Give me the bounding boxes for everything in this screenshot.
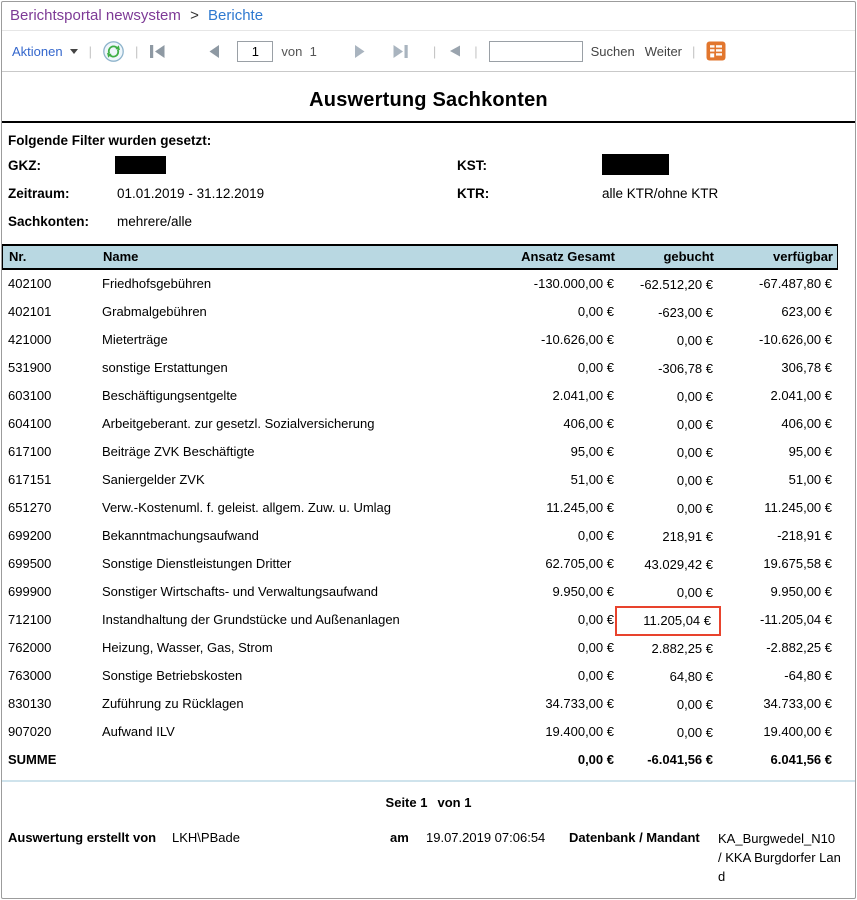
cell-name: Beschäftigungsentgelte [102,388,238,403]
cell-name: Bekanntmachungsaufwand [102,528,259,543]
database-mandant-label: Datenbank / Mandant [569,830,700,845]
cell-gebucht: 0,00 € [676,696,713,712]
first-page-icon [149,44,166,59]
filter-sachkonten-label: Sachkonten: [8,214,90,229]
created-at-value: 19.07.2019 07:06:54 [426,830,546,845]
cell-name: Zuführung zu Rücklagen [102,696,244,711]
cell-nr: 402101 [8,304,52,319]
cell-gebucht: 11.205,04 € [615,606,721,636]
cell-gebucht-wrap [614,578,713,607]
table-row [2,494,838,522]
table-summary-row [2,746,838,774]
report-footer [2,830,855,899]
cell-gebucht: 0,00 € [676,500,713,516]
cell-name: Verw.-Kostenuml. f. geleist. allgem. Zuw. u. Umlag [102,500,392,515]
filter-ktr-value: alle KTR/ohne KTR [602,186,719,201]
col-header-nr: Nr. [9,249,27,264]
cell-verfuegbar: 306,78 € [781,360,832,375]
cell-nr: 762000 [8,640,52,655]
cell-verfuegbar: 51,00 € [788,472,832,487]
cell-nr: 617100 [8,444,52,459]
last-page-icon [392,44,409,59]
cell-name: Sonstiger Wirtschafts- und Verwaltungsaufwand [102,584,379,599]
filter-zeitraum-value: 01.01.2019 - 31.12.2019 [117,186,265,201]
cell-gebucht: 2.882,25 € [651,640,713,656]
report-title: Auswertung Sachkonten [309,89,548,111]
cell-gebucht: 0,00 € [676,388,713,404]
cell-name: Beiträge ZVK Beschäftigte [102,444,255,459]
cell-ansatz: -130.000,00 € [533,276,614,291]
table-row [2,718,838,746]
toolbar-divider: | [692,43,696,59]
cell-nr: 604100 [8,416,52,431]
cell-nr: 421000 [8,332,52,347]
cell-ansatz: 19.400,00 € [545,724,614,739]
filter-kst-value-redacted [602,154,669,175]
cell-nr: 763000 [8,668,52,683]
toolbar-divider: | [474,43,478,59]
breadcrumb-berichte-link[interactable]: Berichte [208,7,264,24]
cell-ansatz: 2.041,00 € [552,388,614,403]
cell-name: Grabmalgebühren [102,304,207,319]
filter-kst-label: KST: [457,158,487,173]
filter-zeitraum-label: Zeitraum: [8,186,70,201]
cell-gebucht: -623,00 € [658,304,713,320]
cell-ansatz: 0,00 € [577,304,614,319]
report-toolbar [2,31,855,72]
table-row [2,354,838,382]
table-row [2,606,838,634]
cell-verfuegbar: 11.245,00 € [764,500,832,515]
cell-gebucht: 0,00 € [676,444,713,460]
cell-nr: 531900 [8,360,52,375]
chevron-down-icon [70,49,78,54]
database-mandant-value: KA_Burgwedel_N10 / KKA Burgdorfer Land [718,831,841,884]
cell-verfuegbar: -11.205,04 € [759,612,832,627]
cell-gebucht-wrap [614,494,713,523]
cell-name: Arbeitgeberant. zur gesetzl. Sozialversicherung [102,416,375,431]
cell-verfuegbar: 2.041,00 € [770,388,832,403]
cell-name: Saniergelder ZVK [102,472,205,487]
cell-gebucht-wrap [614,410,713,439]
cell-name: Instandhaltung der Grundstücke und Außenanlagen [102,612,400,627]
table-row [2,298,838,326]
cell-name: Mieterträge [102,332,168,347]
cell-verfuegbar: 19.400,00 € [763,724,832,739]
cell-gebucht: 0,00 € [676,584,713,600]
table-row [2,410,838,438]
cell-gebucht-wrap [614,326,713,355]
summary-gebucht: -6.041,56 € [647,752,713,767]
cell-gebucht-wrap [614,634,713,663]
accounts-table [2,244,838,774]
export-report-icon [706,41,726,61]
page-count-label: von 1 [281,43,317,59]
cell-nr: 651270 [8,500,52,515]
toolbar-divider: | [134,43,139,59]
breadcrumb-portal-link[interactable]: Berichtsportal newsystem [10,7,181,24]
created-at-label: am [390,830,409,845]
cell-gebucht: 218,91 € [662,528,713,544]
cell-verfuegbar: -64,80 € [784,668,832,683]
previous-page-icon [208,44,221,59]
toolbar-divider: | [88,43,92,59]
back-arrow-icon [447,43,463,59]
search-input[interactable] [489,41,583,62]
report-viewer-page [1,1,856,899]
cell-gebucht: 64,80 € [669,668,713,684]
actions-label: Aktionen [12,43,63,59]
cell-nr: 617151 [8,472,52,487]
cell-gebucht-wrap [614,522,713,551]
table-row [2,634,838,662]
cell-verfuegbar: 34.733,00 € [763,696,832,711]
cell-ansatz: 0,00 € [577,668,614,683]
refresh-icon [103,41,124,62]
table-row [2,690,838,718]
col-header-ansatz: Ansatz Gesamt [521,249,615,264]
table-header-row [2,244,838,270]
cell-gebucht: 0,00 € [676,724,713,740]
cell-verfuegbar: 406,00 € [781,416,832,431]
find-next-button[interactable]: Weiter [644,43,683,59]
cell-ansatz: 62.705,00 € [545,556,614,571]
cell-gebucht-wrap [614,550,713,579]
cell-ansatz: 0,00 € [577,612,614,627]
table-row [2,382,838,410]
filter-gkz-label: GKZ: [8,158,41,173]
cell-gebucht: 43.029,42 € [644,556,713,572]
cell-verfuegbar: -10.626,00 € [758,332,832,347]
cell-ansatz: 0,00 € [577,528,614,543]
table-body [2,270,838,746]
cell-gebucht-wrap [614,354,713,383]
cell-gebucht: 0,00 € [676,332,713,348]
cell-name: Sonstige Dienstleistungen Dritter [102,556,292,571]
col-header-gebucht: gebucht [663,249,714,264]
cell-name: Aufwand ILV [102,724,175,739]
cell-ansatz: 34.733,00 € [545,696,614,711]
cell-gebucht: 0,00 € [676,472,713,488]
table-row [2,466,838,494]
previous-page-button[interactable] [208,44,221,59]
cell-ansatz: -10.626,00 € [540,332,614,347]
filters-heading: Folgende Filter wurden gesetzt: [8,133,212,148]
cell-gebucht-wrap [614,438,713,467]
cell-name: Heizung, Wasser, Gas, Strom [102,640,273,655]
cell-gebucht-wrap [614,718,713,747]
cell-ansatz: 0,00 € [577,640,614,655]
cell-nr: 699900 [8,584,52,599]
table-row [2,662,838,690]
cell-verfuegbar: 95,00 € [788,444,832,459]
table-row [2,326,838,354]
cell-gebucht: 0,00 € [676,416,713,432]
back-to-parent-button[interactable] [447,43,463,59]
created-by-value: LKH\PBade [172,830,240,845]
actions-menu-button[interactable] [12,44,78,59]
page-indicator: Seite 1 von 1 [385,795,472,810]
cell-nr: 907020 [8,724,52,739]
cell-gebucht-wrap [614,690,713,719]
breadcrumb-separator: > [190,7,199,24]
cell-verfuegbar: -67.487,80 € [758,276,832,291]
cell-verfuegbar: 19.675,58 € [763,556,832,571]
filter-sachkonten-value: mehrere/alle [117,214,193,229]
cell-name: Friedhofsgebühren [102,276,212,291]
cell-nr: 712100 [8,612,52,627]
cell-gebucht: -62.512,20 € [639,276,713,292]
toolbar-divider: | [432,43,437,59]
cell-gebucht-wrap [614,270,713,299]
cell-gebucht-wrap [614,466,713,495]
next-page-icon [353,44,366,59]
search-button[interactable]: Suchen [590,43,635,59]
summary-divider [2,780,855,782]
cell-gebucht-wrap [614,606,713,636]
first-page-button[interactable] [149,44,166,59]
table-row [2,270,838,298]
created-by-label: Auswertung erstellt von [8,830,157,845]
cell-verfuegbar: 9.950,00 € [770,584,832,599]
cell-name: Sonstige Betriebskosten [102,668,243,683]
cell-ansatz: 51,00 € [570,472,614,487]
next-page-button[interactable] [353,44,366,59]
breadcrumb [2,2,855,31]
cell-nr: 603100 [8,388,52,403]
table-row [2,550,838,578]
cell-gebucht: -306,78 € [658,360,713,376]
col-header-name: Name [103,249,139,264]
filter-summary [2,123,855,241]
cell-verfuegbar: 623,00 € [781,304,832,319]
table-row [2,578,838,606]
cell-verfuegbar: -2.882,25 € [766,640,832,655]
cell-gebucht-wrap [614,298,713,327]
cell-verfuegbar: -218,91 € [777,528,832,543]
cell-ansatz: 406,00 € [563,416,614,431]
filter-ktr-label: KTR: [457,186,490,201]
page-number-input[interactable] [237,41,273,62]
cell-ansatz: 95,00 € [570,444,614,459]
cell-nr: 830130 [8,696,52,711]
cell-ansatz: 0,00 € [577,360,614,375]
col-header-verfuegbar: verfügbar [773,249,833,264]
last-page-button[interactable] [392,44,409,59]
filter-gkz-value-redacted [115,156,166,174]
cell-nr: 699200 [8,528,52,543]
cell-ansatz: 9.950,00 € [552,584,614,599]
cell-name: sonstige Erstattungen [102,360,228,375]
cell-gebucht-wrap [614,662,713,691]
cell-ansatz: 11.245,00 € [546,500,614,515]
summary-label: SUMME [8,752,57,767]
summary-verfuegbar: 6.041,56 € [770,752,832,767]
table-row [2,522,838,550]
refresh-button[interactable] [103,41,124,62]
export-button[interactable] [706,41,726,61]
cell-nr: 402100 [8,276,52,291]
cell-gebucht-wrap [614,382,713,411]
summary-ansatz: 0,00 € [577,752,614,767]
cell-nr: 699500 [8,556,52,571]
table-row [2,438,838,466]
